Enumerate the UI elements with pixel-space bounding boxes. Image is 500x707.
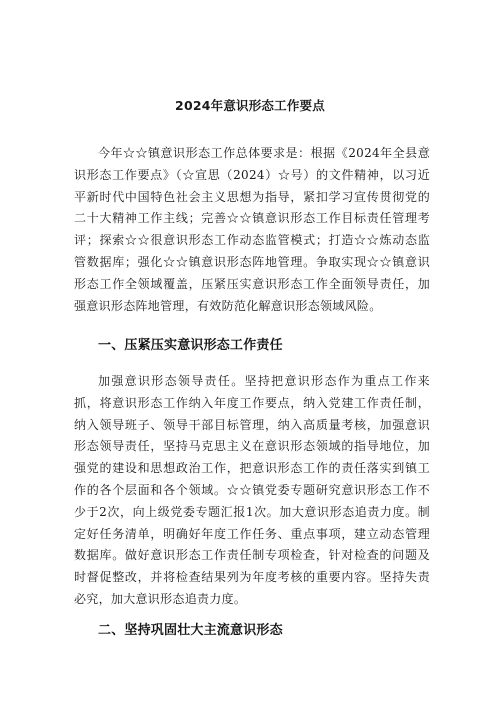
section-heading-2: 二、坚持巩固壮大主流意识形态 [98, 623, 283, 638]
document-title: 2024年意识形态工作要点 [175, 98, 325, 113]
section-heading-1: 一、压紧压实意识形态工作责任 [98, 338, 283, 353]
section-1-paragraph: 加强意识形态领导责任。坚持把意识形态作为重点工作来抓，将意识形态工作纳入年度工作要点，纳入党建工作责任制，纳入领导班子、领导干部目标管理，纳入高质量考核，加强意识形态领导责任，坚持马克思主义在意识形态领域的指导地位，加强党的建设和思想政治工作，把意识形态工作的责任落实到镇工作的各个层面和各个领域。☆☆镇党委专题研究意识形态工作不少于2次，向上级党委专题汇报1次。加大意识形态追责力度。制定好任务清单，明确好年度工作任务、重点事项，建立动态管理数据库。做好意识形态工作责任制专项检查，针对检查的问题及时督促整改，并将检查结果列为年度考核的重要内容。坚持失责必究，加大意识形态追责力度。 [74, 374, 430, 606]
intro-paragraph: 今年☆☆镇意识形态工作总体要求是：根据《2024年全县意识形态工作要点》（☆宣思（2024）☆号）的文件精神，以习近平新时代中国特色社会主义思想为指导，紧扣学习宣传贯彻党的二十大精神工作主线；完善☆☆镇意识形态工作目标责任管理考评；探索☆☆很意识形态工作动态监管模式；打造☆☆炼动态监管数据库；强化☆☆镇意识形态阵地管理。争取实现☆☆镇意识形态工作全领域覆盖，压紧压实意识形态工作全面领导责任，加强意识形态阵地管理，有效防范化解意识形态领域风险。 [74, 146, 430, 313]
